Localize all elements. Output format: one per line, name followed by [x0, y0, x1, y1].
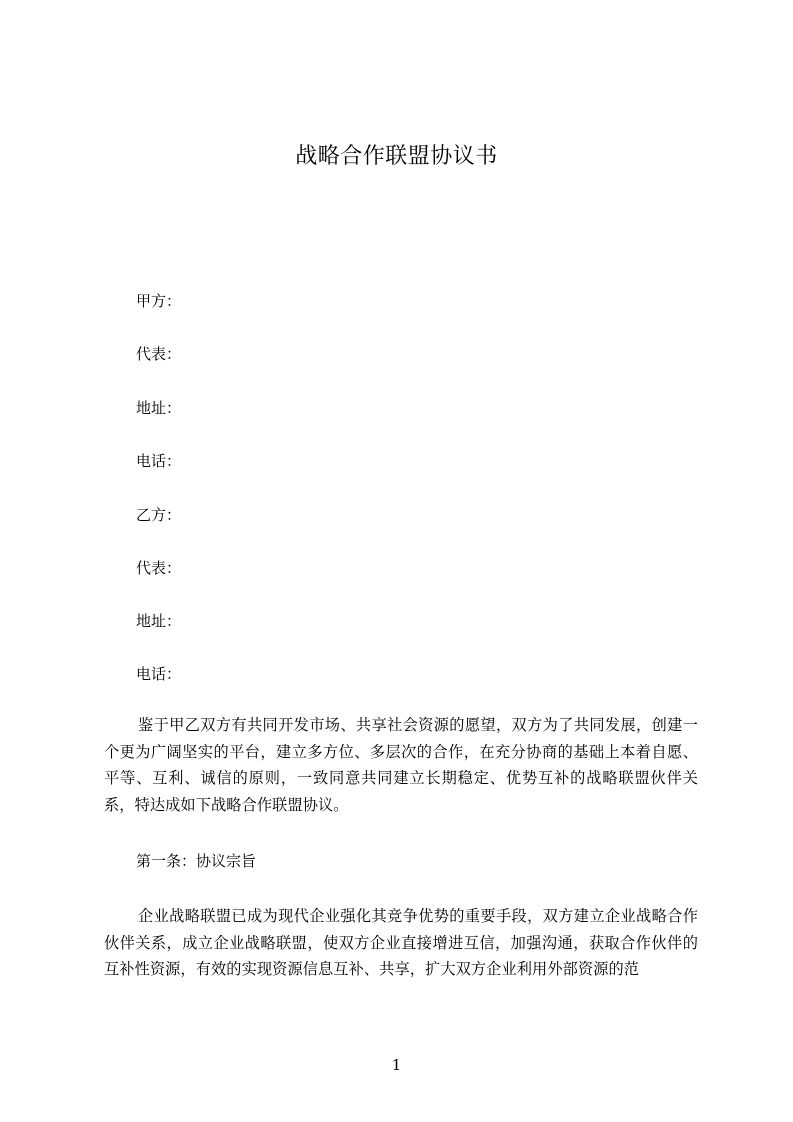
party-b-address-label: 地址：: [136, 612, 182, 630]
party-a-address-label: 地址：: [136, 399, 182, 417]
party-b-label: 乙方：: [136, 506, 182, 524]
party-b-representative-label: 代表：: [136, 559, 182, 577]
article-1-body: 企业战略联盟已成为现代企业强化其竞争优势的重要手段，双方建立企业战略合作伙伴关系，成立企业战略联盟，使双方企业直接增进互信，加强沟通，获取合作伙伴的互补性资源，有效的实现资源信息互补、共享，扩大双方企业利用外部资源的范: [104, 907, 698, 978]
page-number: 1: [391, 1056, 402, 1074]
document-title: 战略合作联盟协议书: [295, 144, 498, 169]
party-a-phone-label: 电话：: [136, 452, 182, 470]
article-1-heading: 第一条：协议宗旨: [136, 852, 257, 870]
preamble-paragraph: 鉴于甲乙双方有共同开发市场、共享社会资源的愿望，双方为了共同发展，创建一个更为广阔坚实的平台，建立多方位、多层次的合作，在充分协商的基础上本着自愿、平等、互利、诚信的原则，一致同意共同建立长期稳定、优势互补的战略联盟伙伴关系，特达成如下战略合作联盟协议。: [104, 716, 698, 814]
party-a-label: 甲方：: [136, 292, 182, 310]
party-b-phone-label: 电话：: [136, 665, 182, 683]
party-a-representative-label: 代表：: [136, 345, 182, 363]
